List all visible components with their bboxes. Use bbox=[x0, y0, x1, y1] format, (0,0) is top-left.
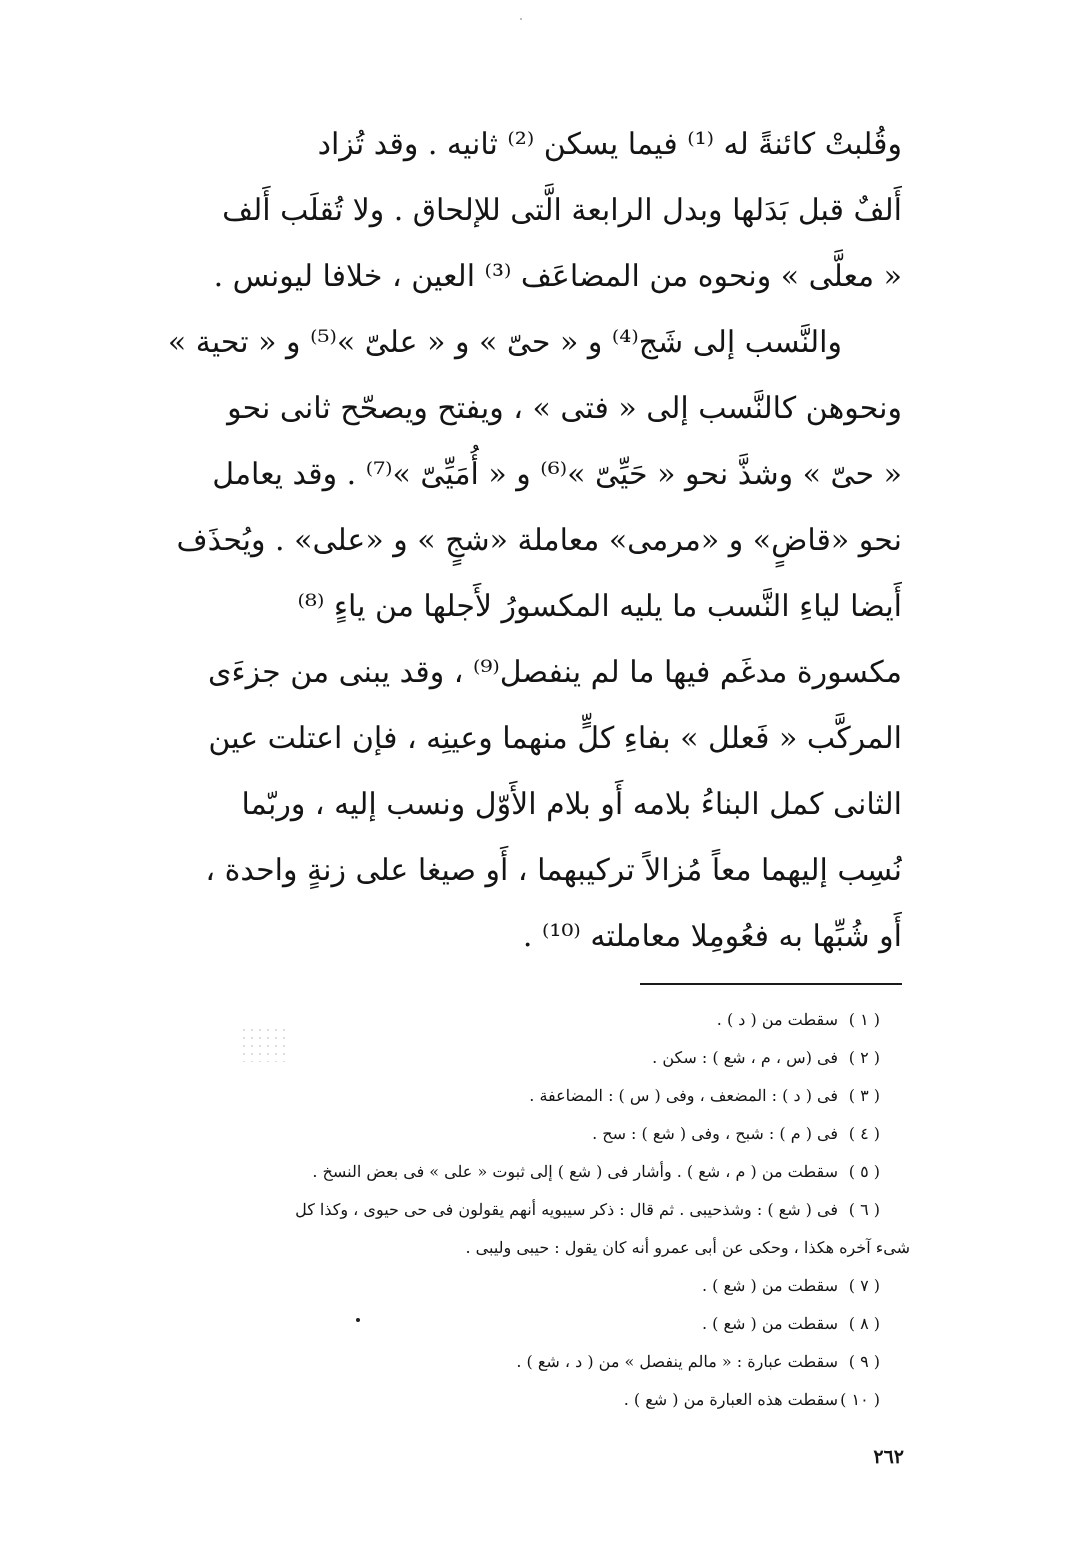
footnote-number: ( ٤ ) bbox=[848, 1123, 880, 1143]
ink-speck bbox=[520, 18, 522, 20]
footnote bbox=[160, 1076, 880, 1114]
footnote-divider bbox=[640, 983, 902, 985]
footnote-number: ( ٢ ) bbox=[848, 1047, 880, 1067]
text-line: الثانى كمل البناءُ بلامه أَو بلام الأَوّل ونسب إليه ، وربّما bbox=[241, 787, 902, 822]
footnote-continuation bbox=[160, 1228, 910, 1266]
footnotes bbox=[160, 1000, 910, 1418]
text-line: أَو شُبِّها به فعُومِلا معاملته ⁽¹⁰⁾ . bbox=[522, 919, 902, 954]
footnote-number: ( ١٠ ) bbox=[840, 1389, 880, 1409]
page-number: ٢٦٢ bbox=[873, 1446, 904, 1468]
footnote-text: فى ( شع ) : وشذحيبى . ثم قال : ذكر سيبويه أنهم يقولون فى حى حيوى ، وكذا كل bbox=[295, 1199, 838, 1219]
footnote bbox=[160, 1000, 880, 1038]
text-line: مكسورة مدغَم فيها ما لم ينفصل⁽⁹⁾ ، وقد يبنى من جزءَى bbox=[207, 655, 902, 690]
footnote-text: سقطت من ( شع ) . bbox=[701, 1313, 838, 1333]
text-line: وقُلبتْ كائنةً له ⁽¹⁾ فيما يسكن ⁽²⁾ ثانيه . وقد تُزاد bbox=[317, 127, 902, 162]
footnote bbox=[160, 1190, 880, 1228]
text-line: المركَّب « فَعلل » بفاءِ كلٍّ منهما وعينِه ، فإن اعتلت عين bbox=[208, 721, 902, 756]
footnote bbox=[160, 1304, 880, 1342]
footnote bbox=[160, 1038, 880, 1076]
text-line: أَلفٌ قبل بَدَلها وبدل الرابعة الَّتى للإلحاق . ولا تُقلَب أَلف bbox=[222, 193, 902, 228]
footnote-number: ( ١ ) bbox=[848, 1009, 880, 1029]
footnote-number: ( ٨ ) bbox=[848, 1313, 880, 1333]
footnote bbox=[160, 1152, 880, 1190]
footnote-text: فى ( م ) : شبح ، وفى ( شع ) : سح . bbox=[592, 1123, 838, 1143]
footnote-text: سقطت من ( شع ) . bbox=[701, 1275, 838, 1295]
text-line: « معلَّى » ونحوه من المضاعَف ⁽³⁾ العين ، خلافا ليونس . bbox=[213, 259, 902, 294]
footnote-text: شىء آخره هكذا ، وحكى عن أبى عمرو أنه كان يقول : حيبى وليبى . bbox=[465, 1237, 910, 1257]
footnote bbox=[160, 1266, 880, 1304]
text-line: نحو «قاضٍ» و «مرمى» معاملة «شجٍ » و «على» . ويُحذَف bbox=[176, 523, 902, 558]
footnote-text: فى (س ، م ، شع ) : سكن . bbox=[652, 1047, 838, 1067]
footnote-text: سقطت من ( د ) . bbox=[716, 1009, 838, 1029]
footnote-number: ( ٧ ) bbox=[848, 1275, 880, 1295]
text-line: نُسِب إليهما معاً مُزالاً تركيبهما ، أَو صيغا على زنةٍ واحدة ، bbox=[205, 853, 902, 888]
footnote-number: ( ٦ ) bbox=[848, 1199, 880, 1219]
text-line: « حىّ » وشذَّ نحو « حَيِّىّ »⁽⁶⁾ و « أُمَيِّىّ »⁽⁷⁾ . وقد يعامل bbox=[212, 457, 902, 492]
footnote bbox=[160, 1114, 880, 1152]
footnote-text: سقطت عبارة : « مالم ينفصل » من ( د ، شع ) . bbox=[516, 1351, 838, 1371]
text-line: أَيضا لياءِ النَّسب ما يليه المكسورُ لأَجلها من ياءٍ ⁽⁸⁾ bbox=[297, 589, 902, 624]
ink-speck bbox=[356, 1318, 360, 1322]
footnote-number: ( ٩ ) bbox=[848, 1351, 880, 1371]
text-line: ونحوهن كالنَّسب إلى « فتى » ، ويفتح ويصحّح ثانى نحو bbox=[227, 391, 902, 426]
footnote-text: سقطت هذه العبارة من ( شع ) . bbox=[623, 1389, 838, 1409]
footnote bbox=[160, 1380, 880, 1418]
text-line: والنَّسب إلى شَج⁽⁴⁾ و « حىّ » و « علىّ »⁽⁵⁾ و « تحية » bbox=[167, 325, 842, 360]
body-text bbox=[160, 112, 902, 970]
footnote bbox=[160, 1342, 880, 1380]
footnote-text: فى ( د ) : المضعف ، وفى ( س ) : المضاعفة . bbox=[529, 1085, 838, 1105]
footnote-text: سقطت من ( م ، شع ) . وأشار فى ( شع ) إلى ثبوت « على » فى بعض النسخ . bbox=[312, 1161, 838, 1181]
footnote-number: ( ٥ ) bbox=[848, 1161, 880, 1181]
footnote-number: ( ٣ ) bbox=[848, 1085, 880, 1105]
